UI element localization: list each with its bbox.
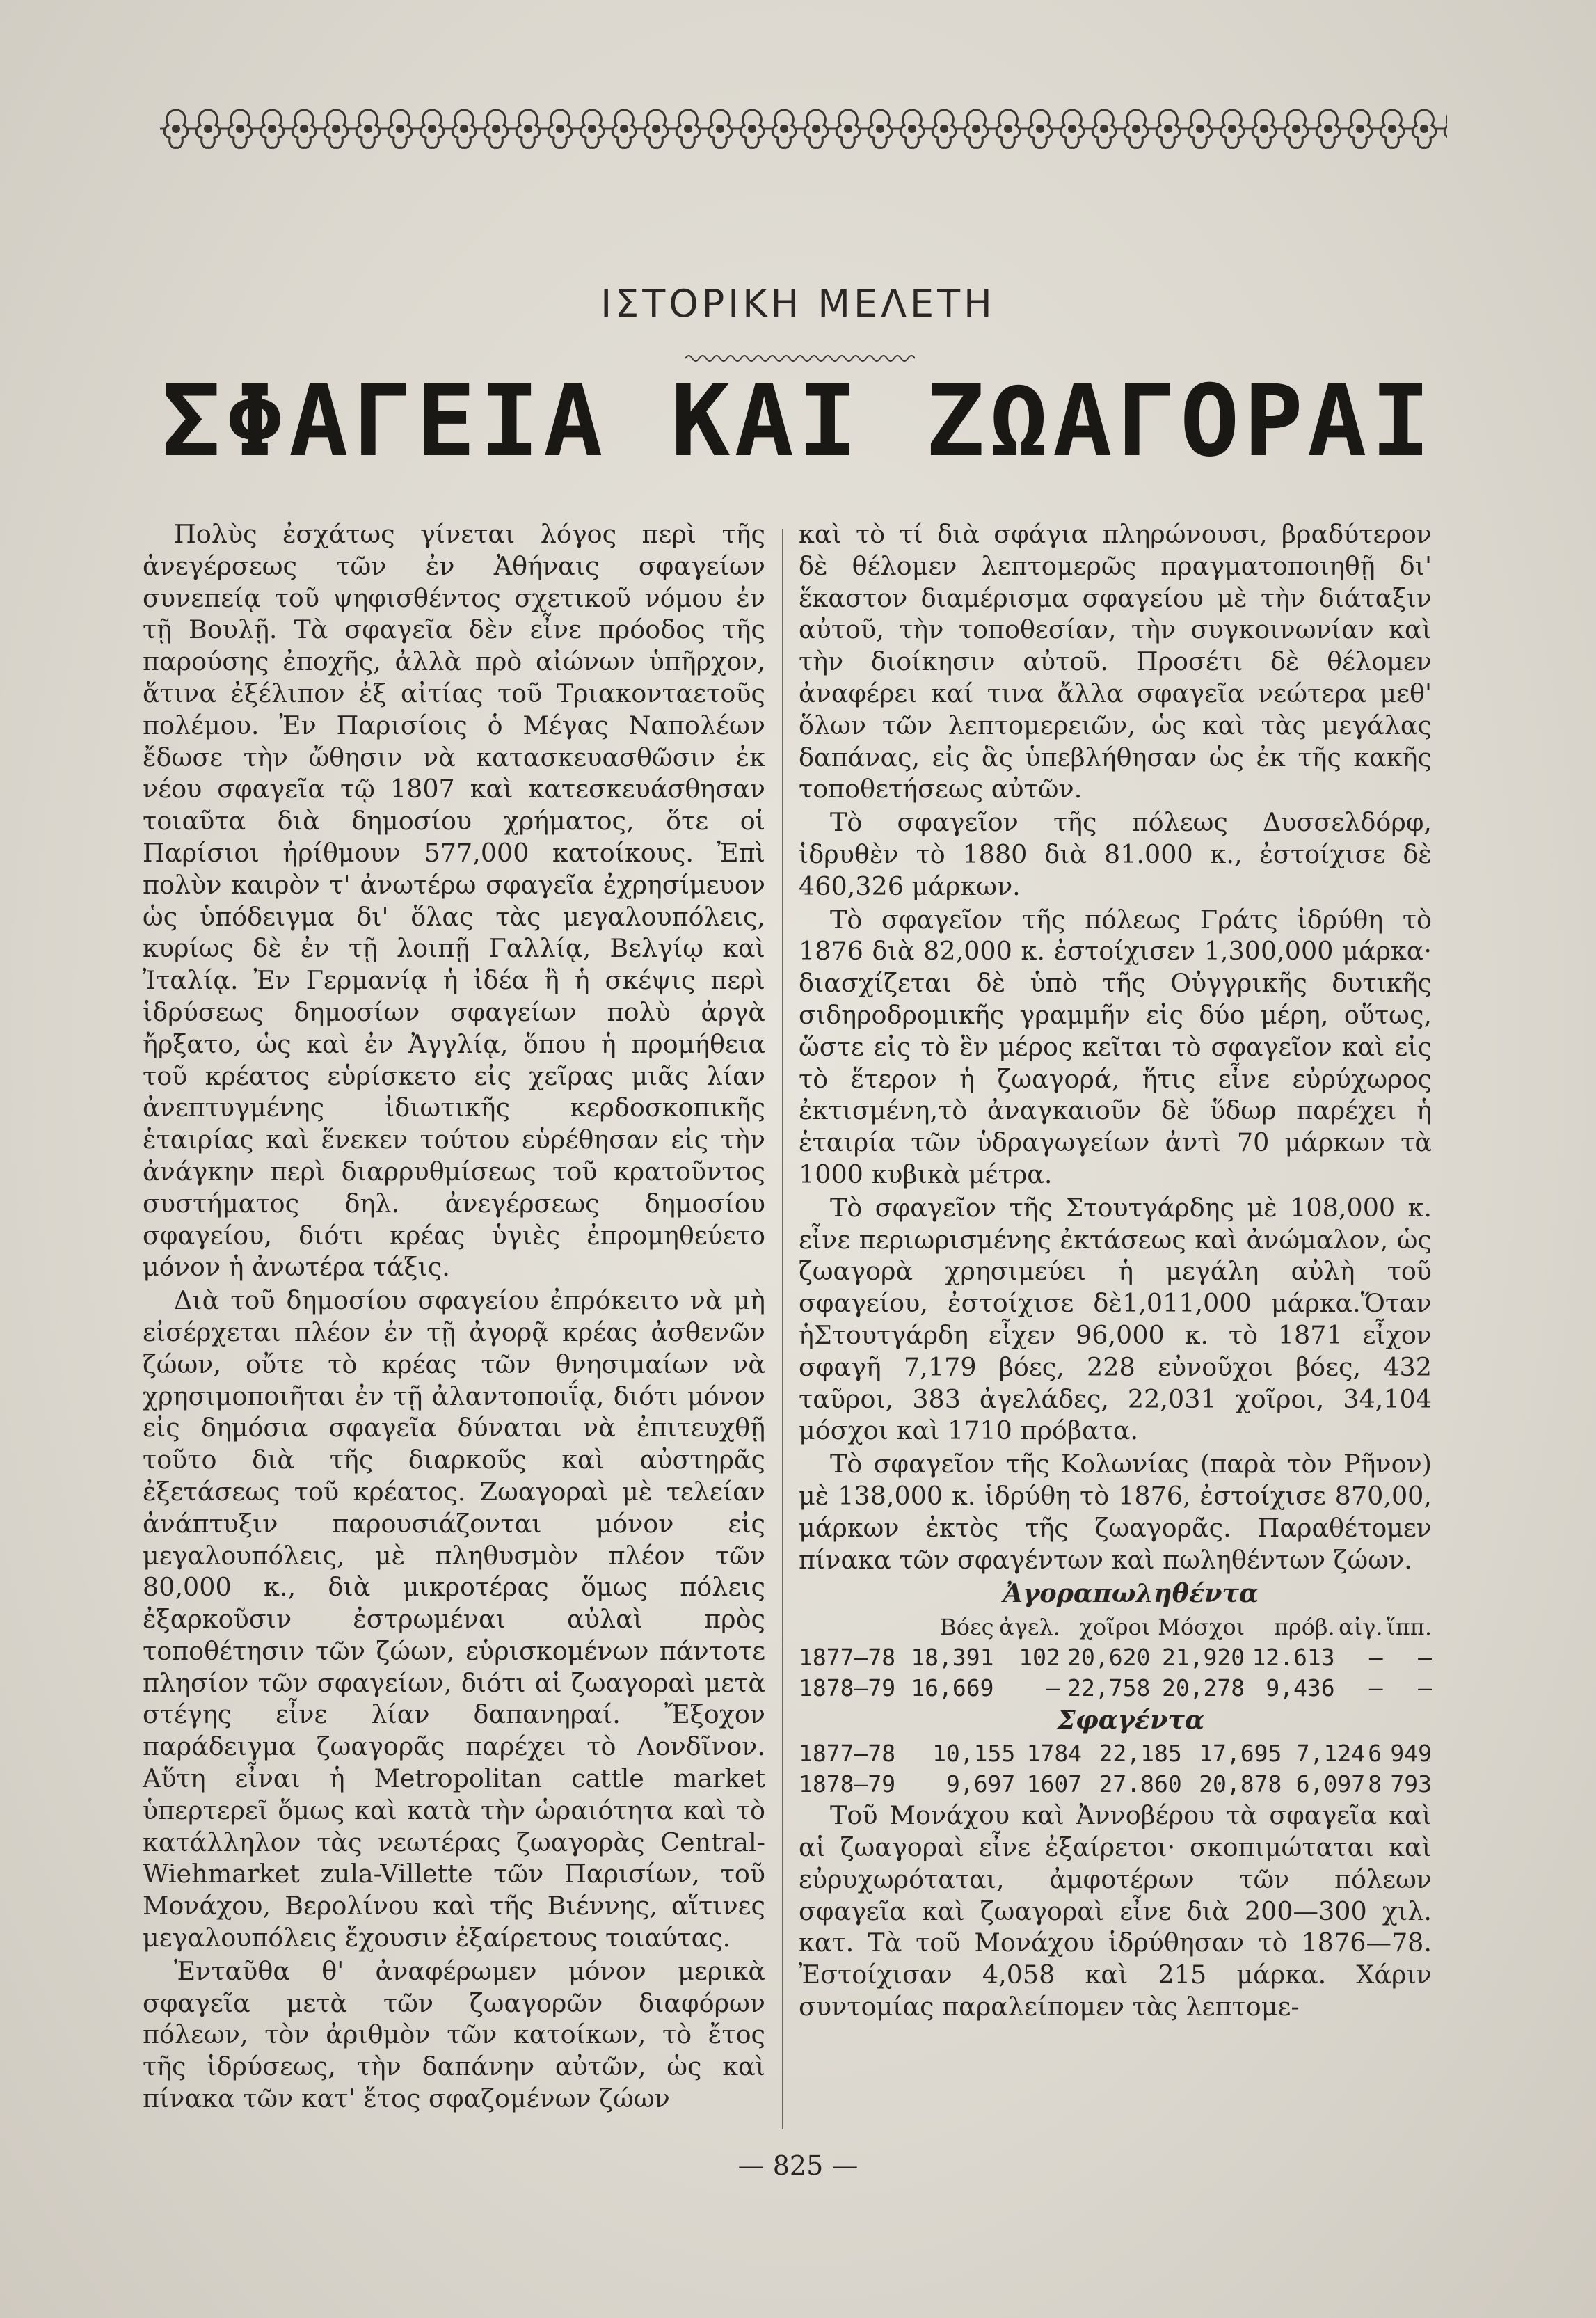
table-cell: 20,620 bbox=[1067, 1644, 1151, 1672]
table-header-cell: ἀγελ. bbox=[999, 1614, 1060, 1641]
table-cell: 9,436 bbox=[1266, 1674, 1335, 1702]
table-slaughtered bbox=[799, 1738, 1432, 1800]
table-cell: — bbox=[1368, 1674, 1383, 1702]
table-cell: 27.860 bbox=[1099, 1770, 1182, 1798]
table-cell: 102 bbox=[1019, 1644, 1060, 1672]
page-number: — 825 — bbox=[737, 2150, 859, 2181]
table-cell: 8 bbox=[1368, 1770, 1382, 1798]
left-column bbox=[143, 518, 765, 2116]
table-cell: 9,697 bbox=[945, 1770, 1016, 1798]
table-cell: 17,695 bbox=[1199, 1740, 1282, 1768]
table-sold bbox=[799, 1612, 1432, 1704]
table-cell: 6,097 bbox=[1295, 1770, 1366, 1798]
table-header-cell: Βόες bbox=[940, 1614, 994, 1641]
paragraph-closing: Τοῦ Μονάχου καὶ Ἀννοβέρου τὰ σφαγεῖα καὶ αἱ ζωαγοραὶ εἶνε ἐξαίρετοι· σκοπιμώταται καὶ εὐρυχωρόταται, ἀμφοτέρων τῶν πόλεων σφαγεῖα καὶ ζωαγοραὶ εἶνε διὰ 200—300 χιλ. κατ. Τὰ τοῦ Μονάχου ἱδρύθησαν τὸ 1876—78. Ἐστοίχισαν 4,058 καὶ 215 μάρκα. Χάριν συντομίας παραλείπομεν τὰς λεπτομε- bbox=[799, 1800, 1432, 2022]
table-cell: 20,278 bbox=[1161, 1674, 1245, 1702]
table-header-cell: ἵππ. bbox=[1387, 1614, 1432, 1641]
table-cell: — bbox=[1046, 1674, 1060, 1702]
table-cell: 1877—78 bbox=[799, 1740, 896, 1768]
table-header-row bbox=[799, 1612, 1432, 1642]
section-kicker: ΙΣΤΟΡΙΚΗ ΜΕΛΕΤΗ bbox=[600, 282, 996, 326]
paragraph: Διὰ τοῦ δημοσίου σφαγείου ἐπρόκειτο νὰ μὴ εἰσέρχεται πλέον ἐν τῇ ἀγορᾷ κρέας ἀσθενῶν ζώων, οὔτε τὸ κρέας τῶν θνησιμαίων νὰ χρησιμοποιῆται ἐν τῇ ἀλαντοποιΐᾳ, διότι μόνον εἰς δημόσια σφαγεῖα δύναται νὰ ἐπιτευχθῇ τοῦτο διὰ τῆς διαρκοῦς καὶ αὐστηρᾶς ἐξετάσεως τοῦ κρέατος. Ζωαγοραὶ μὲ τελείαν ἀνάπτυξιν παρουσιάζονται μόνον εἰς μεγαλουπόλεις, μὲ πληθυσμὸν πλέον τῶν 80,000 κ., διὰ μικροτέρας ὅμως πόλεις ἐξαρκοῦσιν ἐστρωμέναι αὐλαὶ πρὸς τοποθέτησιν τῶν ζώων, εὑρισκομένων πάντοτε πλησίον τῶν σφαγείων, διότι αἱ ζωαγοραὶ μετὰ στέγης εἶνε λίαν δαπανηραί. Ἔξοχον παράδειγμα ζωαγορᾶς παρέχει τὸ Λονδῖνον. Αὕτη εἶναι ἡ Metropolitan cattle market ὑπερτερεῖ ὅμως καὶ κατὰ τὴν ὡραιότητα καὶ τὸ κατάλληλον τὰς νεωτέρας ζωαγορὰς Central-Wiehmarket zula-Villette τῶν Παρισίων, τοῦ Μονάχου, Βερολίνου καὶ τῆς Βιέννης, αἵτινες μεγαλουπόλεις ἔχουσιν ἐξαίρετους τοιαύτας. bbox=[143, 1285, 765, 1953]
table-heading-sold: Ἀγοραπωληθέντα bbox=[1003, 1578, 1259, 1609]
paragraph: Τὸ σφαγεῖον τῆς πόλεως Δυσσελδόρφ, ἱδρυθὲν τὸ 1880 διὰ 81.000 κ., ἐστοίχισε δὲ 460,326 μάρκων. bbox=[799, 807, 1432, 901]
table-header-cell: Μόσχοι bbox=[1158, 1614, 1245, 1641]
article-title: ΣΦΑΓΕΙΑ ΚΑΙ ΖΩΑΓΟΡΑΙ bbox=[161, 364, 1435, 479]
column-divider bbox=[782, 529, 783, 2129]
table-cell: 1878—79 bbox=[799, 1770, 896, 1798]
table-cell: 1878—79 bbox=[799, 1674, 896, 1702]
paragraph: Πολὺς ἐσχάτως γίνεται λόγος περὶ τῆς ἀνεγέρσεως τῶν ἐν Ἀθήναις σφαγείων συνεπείᾳ τοῦ ψηφισθέντος σχετικοῦ νόμου ἐν τῇ Βουλῇ. Τὰ σφαγεῖα δὲν εἶνε πρόοδος τῆς παρούσης ἐποχῆς, ἀλλὰ πρὸ αἰώνων ὑπῆρχον, ἅτινα ἐξέλιπον ἐξ αἰτίας τοῦ Τριακονταετοῦς πολέμου. Ἐν Παρισίοις ὁ Μέγας Ναπολέων ἔδωσε τὴν ὤθησιν νὰ κατασκευασθῶσιν ἐκ νέου σφαγεῖα τῷ 1807 καὶ κατεσκευάσθησαν τοιαῦτα διὰ δημοσίου χρήματος, ὅτε οἱ Παρίσιοι ἠρίθμουν 577,000 κατοίκους. Ἐπὶ πολὺν καιρὸν τ' ἀνωτέρω σφαγεῖα ἐχρησίμευον ὡς ὑπόδειγμα δι' ὅλας τὰς μεγαλουπόλεις, κυρίως δὲ ἐν τῇ λοιπῇ Γαλλίᾳ, Βελγίῳ καὶ Ἰταλίᾳ. Ἐν Γερμανίᾳ ἡ ἰδέα ἢ ἡ σκέψις περὶ ἱδρύσεως δημοσίων σφαγείων πολὺ ἀργὰ ἤρξατο, ὡς καὶ ἐν Ἀγγλίᾳ, ὅπου ἡ προμήθεια τοῦ κρέατος εὑρίσκετο εἰς χεῖρας μιᾶς λίαν ἀνεπτυγμένης ἰδιωτικῆς κερδοσκοπικῆς ἑταιρίας καὶ ἕνεκεν τούτου εὑρέθησαν εἰς τὴν ἀνάγκην περὶ διαρρυθμίσεως τοῦ κρατοῦντος συστήματος δηλ. ἀνεγέρσεως δημοσίου σφαγείου, διότι κρέας ὑγιὲς ἐπρομηθεύετο μόνον ἡ ἀνωτέρα τάξις. bbox=[143, 519, 765, 1283]
paragraph: Τὸ σφαγεῖον τῆς πόλεως Γράτς ἱδρύθη τὸ 1876 διὰ 82,000 κ. ἐστοίχισεν 1,300,000 μάρκα· διασχίζεται δὲ ὑπὸ τῆς Οὐγγρικῆς δυτικῆς σιδηροδρομικῆς γραμμῆν εἰς δύο μέρη, οὕτως, ὥστε εἰς τὸ ἓν μέρος κεῖται τὸ σφαγεῖον καὶ εἰς τὸ ἕτερον ἡ ζωαγορά, ἥτις εἶνε εὐρύχωρος ἐκτισμένη,τὸ ἀναγκαιοῦν δὲ ὕδωρ παρέχει ἡ ἑταιρία τῶν ὑδραγωγείων ἀντὶ 70 μάρκων τὰ 1000 κυβικὰ μέτρα. bbox=[799, 904, 1432, 1189]
table-row bbox=[799, 1769, 1432, 1800]
table-cell: 793 bbox=[1390, 1770, 1432, 1798]
table-cell: 22,185 bbox=[1099, 1740, 1182, 1768]
table-cell: 1607 bbox=[1026, 1770, 1083, 1798]
table-row bbox=[799, 1673, 1432, 1704]
table-cell: 21,920 bbox=[1161, 1644, 1245, 1672]
wavy-rule bbox=[685, 351, 915, 365]
table-cell: — bbox=[1368, 1644, 1383, 1672]
table-cell: 10,155 bbox=[932, 1740, 1016, 1768]
table-cell: 22,758 bbox=[1067, 1674, 1151, 1702]
table-header-cell bbox=[799, 1612, 904, 1642]
table-row bbox=[799, 1642, 1432, 1673]
table-cell: 18,391 bbox=[911, 1644, 994, 1672]
table-row bbox=[799, 1738, 1432, 1769]
table-cell: 6 bbox=[1368, 1740, 1382, 1768]
table-header-cell: πρόβ. bbox=[1273, 1614, 1335, 1641]
right-column bbox=[799, 518, 1432, 2024]
table-cell: 1877—78 bbox=[799, 1644, 896, 1672]
table-header-cell: χοῖροι bbox=[1079, 1614, 1151, 1641]
table-cell: 12.613 bbox=[1252, 1644, 1335, 1672]
paragraph: Ἐνταῦθα θ' ἀναφέρωμεν μόνον μερικὰ σφαγεῖα μετὰ τῶν ζωαγορῶν διαφόρων πόλεων, τὸν ἀριθμὸν τῶν κατοίκων, τὸ ἔτος τῆς ἱδρύσεως, τὴν δαπάνην αὐτῶν, ὡς καὶ πίνακα τῶν κατ' ἔτος σφαζομένων ζώων bbox=[143, 1955, 765, 2114]
table-cell: 7,124 bbox=[1295, 1740, 1366, 1768]
paragraph: Τὸ σφαγεῖον τῆς Στουτγάρδης μὲ 108,000 κ. εἶνε περιωρισμένης ἐκτάσεως καὶ ἀνώμαλον, ὡς ζωαγορὰ χρησιμεύει ἡ μεγάλη αὐλὴ τοῦ σφαγείου, ἐστοίχισε δὲ1,011,000 μάρκα.Ὅταν ἡΣτουτγάρδη εἶχεν 96,000 κ. τὸ 1871 εἶχον σφαγῆ 7,179 βόες, 228 εὐνοῦχοι βόες, 432 ταῦροι, 383 ἀγελάδες, 22,031 χοῖροι, 34,104 μόσχοι καὶ 1710 πρόβατα. bbox=[799, 1192, 1432, 1446]
table-cell: 16,669 bbox=[911, 1674, 994, 1702]
table-heading-slaughtered: Σφαγέντα bbox=[1057, 1705, 1205, 1736]
decorative-border-ornament bbox=[160, 104, 1447, 153]
paragraph-continuation: καὶ τὸ τί διὰ σφάγια πληρώνουσι, βραδύτερον δὲ θέλομεν λεπτομερῶς πραγματοποιηθῇ δι' ἕκαστον διαμέρισμα σφαγείου μὲ τὴν διάταξιν αὐτοῦ, τὴν τοποθεσίαν, τὴν συγκοινωνίαν καὶ τὴν διοίκησιν αὐτοῦ. Προσέτι δὲ θέλομεν ἀναφέρει καί τινα ἄλλα σφαγεῖα νεώτερα μεθ' ὅλων τῶν λεπτομερειῶν, ὡς καὶ τὰς μεγάλας δαπάνας, εἰς ἃς ὑπεβλήθησαν ὡς ἐκ τῆς κακῆς τοποθετήσεως αὐτῶν. bbox=[799, 519, 1432, 804]
table-cell: 20,878 bbox=[1199, 1770, 1282, 1798]
table-cell: 949 bbox=[1390, 1740, 1432, 1768]
table-cell: — bbox=[1418, 1644, 1432, 1672]
paragraph: Τὸ σφαγεῖον τῆς Κολωνίας (παρὰ τὸν Ρῆνον) μὲ 138,000 κ. ἱδρύθη τὸ 1876, ἐστοίχισε 870,00, μάρκων ἐκτὸς τῆς ζωαγορᾶς. Παραθέτομεν πίνακα τῶν σφαγέντων καὶ πωληθέντων ζώων. bbox=[799, 1449, 1432, 1575]
table-cell: 1784 bbox=[1026, 1740, 1083, 1768]
table-header-cell: αἰγ. bbox=[1339, 1614, 1383, 1641]
table-cell: — bbox=[1418, 1674, 1432, 1702]
